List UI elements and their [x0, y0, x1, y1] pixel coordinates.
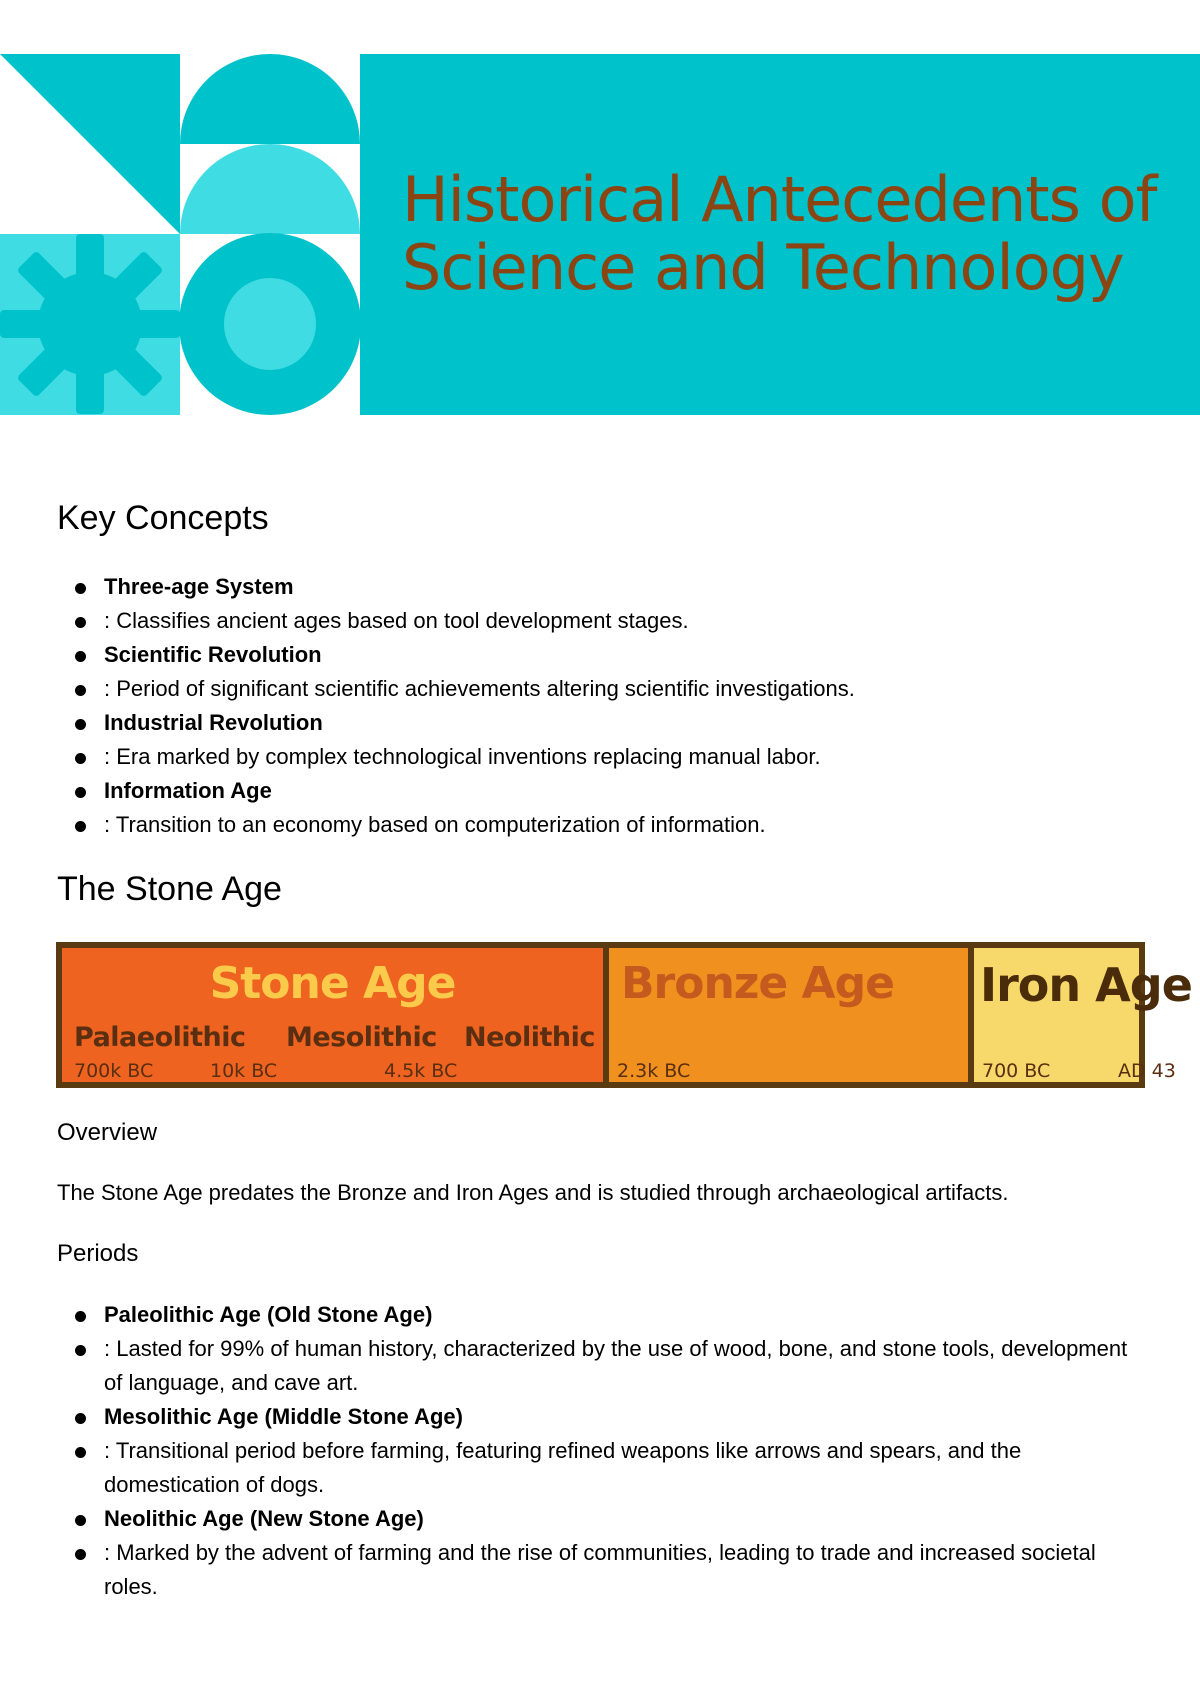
- ages-timeline-banner: [56, 942, 1192, 1088]
- stone-age-title: Stone Age: [209, 958, 456, 1009]
- bronze-age-title: Bronze Age: [621, 958, 894, 1009]
- triangle-shape: [0, 54, 180, 234]
- list-item: : Classifies ancient ages based on tool development stages.: [75, 604, 1135, 638]
- periods-list: [75, 1298, 1135, 1604]
- period-label: Mesolithic: [286, 1022, 437, 1053]
- list-item: : Transitional period before farming, featuring refined weapons like arrows and spears, and the domestication of dogs.: [75, 1434, 1135, 1502]
- date-label: 10k BC: [210, 1060, 278, 1082]
- list-item: : Era marked by complex technological inventions replacing manual labor.: [75, 740, 1135, 774]
- asterisk-shape: [0, 234, 180, 414]
- list-item: Information Age: [75, 774, 1135, 808]
- bronze-age-segment: [609, 948, 968, 1082]
- key-concepts-list: [75, 570, 1135, 842]
- period-label: Neolithic: [464, 1022, 595, 1053]
- list-item: Mesolithic Age (Middle Stone Age): [75, 1400, 1135, 1434]
- page-title: Historical Antecedents of Science and Technology: [402, 163, 1157, 304]
- overview-text: The Stone Age predates the Bronze and Iron Ages and is studied through archaeological artifacts.: [57, 1180, 1009, 1205]
- key-concepts-heading: Key Concepts: [57, 499, 269, 537]
- date-label: 700 BC: [982, 1060, 1051, 1082]
- period-label: Palaeolithic: [74, 1022, 246, 1053]
- list-item: Industrial Revolution: [75, 706, 1135, 740]
- header-banner: [0, 54, 1200, 415]
- periods-heading: Periods: [57, 1240, 139, 1267]
- stone-age-heading: The Stone Age: [57, 870, 282, 908]
- half-circle-shape-top: [180, 54, 360, 144]
- date-label: AD 43: [1118, 1060, 1176, 1082]
- geometric-pattern: [0, 54, 360, 415]
- ring-shape-inner: [224, 278, 316, 370]
- date-label: 4.5k BC: [384, 1060, 458, 1082]
- stone-age-segment: [62, 948, 603, 1082]
- list-item: : Period of significant scientific achievements altering scientific investigations.: [75, 672, 1135, 706]
- list-item: Scientific Revolution: [75, 638, 1135, 672]
- list-item: : Lasted for 99% of human history, characterized by the use of wood, bone, and stone tools, development of language, and cave art.: [75, 1332, 1135, 1400]
- list-item: : Transition to an economy based on computerization of information.: [75, 808, 1135, 842]
- list-item: : Marked by the advent of farming and the rise of communities, leading to trade and increased societal roles.: [75, 1536, 1135, 1604]
- date-label: 700k BC: [74, 1060, 154, 1082]
- list-item: Paleolithic Age (Old Stone Age): [75, 1298, 1135, 1332]
- iron-age-segment: [974, 948, 1192, 1082]
- iron-age-title: Iron Age: [980, 958, 1192, 1012]
- date-label: 2.3k BC: [617, 1060, 691, 1082]
- half-circle-shape-middle: [180, 144, 360, 234]
- overview-heading: Overview: [57, 1119, 158, 1146]
- list-item: Neolithic Age (New Stone Age): [75, 1502, 1135, 1536]
- list-item: Three-age System: [75, 570, 1135, 604]
